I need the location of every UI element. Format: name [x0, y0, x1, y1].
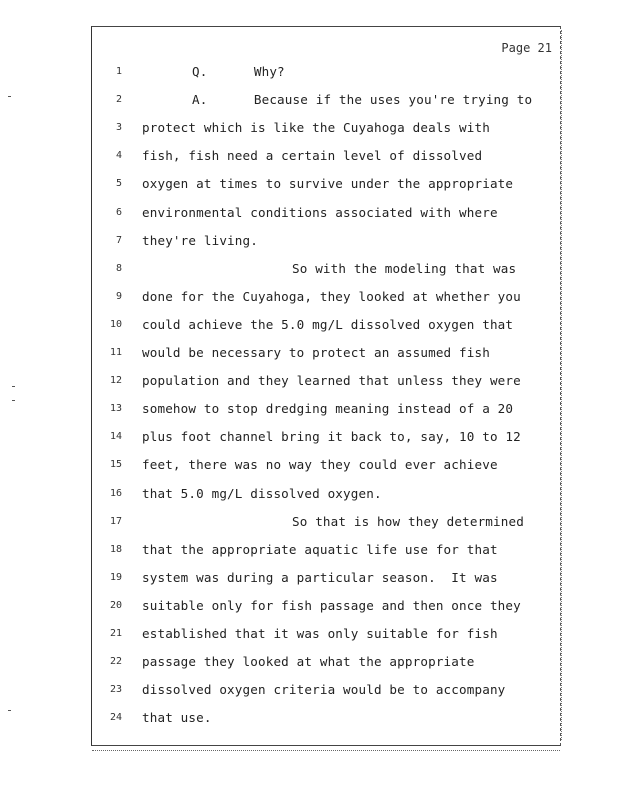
line-number: 7: [115, 234, 122, 246]
line-number: 8: [115, 262, 122, 274]
line-number: 16: [109, 487, 122, 499]
page-number: Page 21: [501, 41, 552, 55]
transcript-line: that the appropriate aquatic life use for that: [142, 541, 498, 557]
transcript-line: So that is how they determined: [292, 513, 524, 529]
line-number: 14: [109, 431, 122, 443]
transcript-line: fish, fish need a certain level of dissolved: [142, 148, 483, 164]
line-number: 15: [109, 459, 122, 471]
transcript-line: oxygen at times to survive under the appropriate: [142, 176, 514, 192]
line-number: 17: [109, 515, 122, 527]
line-number: 19: [109, 571, 122, 583]
line-number: 10: [109, 318, 122, 330]
transcript-line: could achieve the 5.0 mg/L dissolved oxygen that: [142, 316, 514, 332]
transcript-line: feet, there was no way they could ever achieve: [142, 457, 498, 473]
line-number: 4: [115, 150, 122, 162]
bottom-divider: [92, 747, 560, 751]
right-margin-dots: [557, 30, 562, 740]
transcript-line: that use.: [142, 710, 212, 726]
left-margin-mark: [8, 710, 11, 711]
transcript-line: dissolved oxygen criteria would be to accompany: [142, 682, 506, 698]
line-number: 5: [115, 178, 122, 190]
line-number: 18: [109, 543, 122, 555]
line-number: 20: [109, 599, 122, 611]
transcript-line: A. Because if the uses you're trying to: [192, 92, 533, 108]
line-number: 9: [115, 290, 122, 302]
line-number: 1: [115, 66, 122, 77]
left-margin-mark: [8, 96, 11, 97]
transcript-line: system was during a particular season. It was: [142, 569, 498, 585]
line-number: 6: [115, 206, 122, 218]
line-number: 22: [109, 656, 122, 668]
transcript-line: environmental conditions associated with where: [142, 204, 498, 220]
left-margin-mark: [12, 400, 15, 401]
line-number: 2: [115, 94, 122, 106]
transcript-line: So with the modeling that was: [292, 260, 517, 276]
transcript-line: plus foot channel bring it back to, say, 10 to 12: [142, 429, 521, 445]
transcript-line: Q. Why?: [192, 64, 285, 79]
transcript-line: established that it was only suitable for fish: [142, 626, 498, 641]
transcript-line: population and they learned that unless they were: [142, 373, 521, 389]
line-number: 12: [109, 375, 122, 387]
line-number: 23: [109, 684, 122, 696]
line-number: 21: [109, 628, 122, 639]
line-number: 24: [109, 712, 122, 724]
line-number: 3: [115, 122, 122, 134]
transcript-line: would be necessary to protect an assumed fish: [142, 345, 490, 360]
transcript-line: suitable only for fish passage and then once they: [142, 597, 521, 613]
transcript-line: that 5.0 mg/L dissolved oxygen.: [142, 485, 382, 501]
line-number: 11: [109, 347, 122, 358]
transcript-line: passage they looked at what the appropriate: [142, 654, 475, 670]
left-margin-mark: [12, 386, 15, 387]
transcript-line: they're living.: [142, 232, 258, 248]
transcript-line: protect which is like the Cuyahoga deals with: [142, 120, 490, 136]
transcript-line: somehow to stop dredging meaning instead of a 20: [142, 401, 514, 417]
transcript-line: done for the Cuyahoga, they looked at whether you: [142, 288, 521, 304]
line-number: 13: [109, 403, 122, 415]
